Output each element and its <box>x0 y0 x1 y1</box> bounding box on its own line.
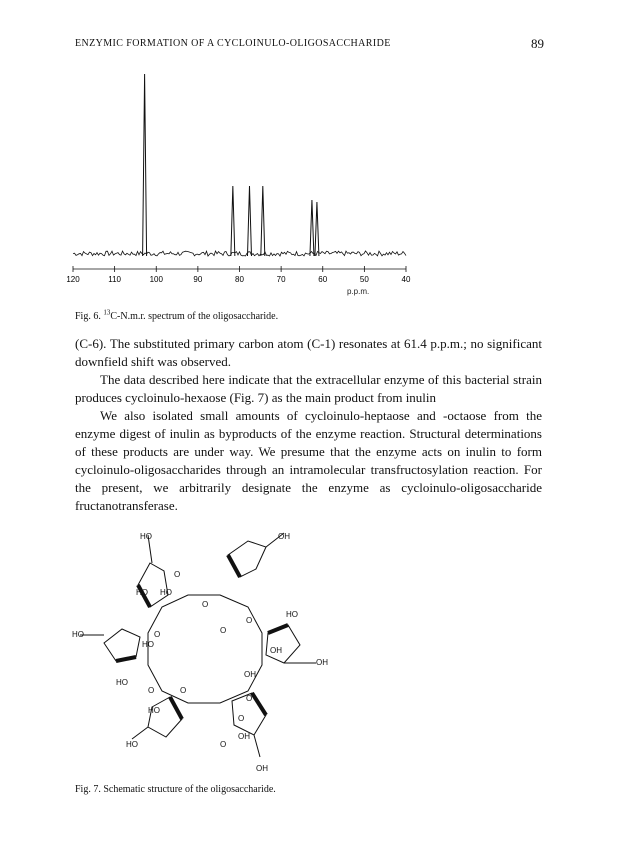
structure-atom-label: OH <box>278 532 290 541</box>
fig6-caption-prefix: Fig. 6. <box>75 311 104 322</box>
fructose-ring-1 <box>138 563 168 607</box>
paragraph-3: We also isolated small amounts of cycloinulo-heptaose and -octaose from the enzyme digest of inulin as byproducts of the enzyme reaction. Structural determinations of these products are under way. We presume that the enzyme acts on inulin to form cycloinulo-oligosaccharides through an intramolecular transfructosylation reaction. For the present, we arbitrarily designate the enzyme as cycloinulo-oligosaccharide fructanotransferase. <box>75 408 542 513</box>
structure-atom-label: HO <box>160 588 172 597</box>
spectrum-peak <box>315 202 319 256</box>
page-number: 89 <box>531 36 544 51</box>
structure-atom-label: HO <box>140 532 152 541</box>
fig6-caption <box>75 308 279 322</box>
structure-atom-label: HO <box>72 630 84 639</box>
structure-atom-label: O <box>154 630 161 639</box>
x-tick-label: 50 <box>359 275 369 284</box>
structure-atom-label: HO <box>148 706 160 715</box>
fig6-caption-sup: 13 <box>103 308 111 317</box>
fructose-ring-2 <box>228 541 266 577</box>
structure-atom-label: HO <box>286 610 298 619</box>
spectrum-peak <box>261 186 265 256</box>
running-head: ENZYMIC FORMATION OF A CYCLOINULO-OLIGOSACCHARIDE <box>75 38 391 49</box>
structure-atom-label: O <box>174 570 181 579</box>
structure-atom-label: OH <box>316 658 328 667</box>
x-axis-unit: p.p.m. <box>347 287 370 296</box>
structure-atom-label: O <box>246 616 253 625</box>
fig7-caption: Fig. 7. Schematic structure of the oligosaccharide. <box>75 784 276 795</box>
spectrum-peak <box>231 186 235 256</box>
x-axis <box>66 266 411 284</box>
fig6-caption-text: C-N.m.r. spectrum of the oligosaccharide. <box>110 311 279 322</box>
x-tick-label: 70 <box>276 275 286 284</box>
structure-atom-label: O <box>220 740 227 749</box>
structure-atom-label: HO <box>126 740 138 749</box>
structure-atom-label: O <box>202 600 209 609</box>
fructose-ring-5 <box>148 697 182 737</box>
spectrum-trace <box>73 74 406 256</box>
spectrum-peak <box>310 200 314 256</box>
paragraph-2: The data described here indicate that the extracellular enzyme of this bacterial strain produces cycloinulo-hexaose (Fig. 7) as the main product from inulin <box>75 372 542 405</box>
structure-atom-label: OH <box>244 670 256 679</box>
paragraph-1: (C-6). The substituted primary carbon atom (C-1) resonates at 61.4 p.p.m.; no significant downfield shift was observed. <box>75 336 542 369</box>
body-text <box>75 335 542 515</box>
structure-atom-label: HO <box>116 678 128 687</box>
x-tick-label: 60 <box>318 275 328 284</box>
cycloinulo-hexaose-structure <box>70 525 370 780</box>
structure-atom-label: OH <box>270 646 282 655</box>
structure-atom-label: HO <box>136 588 148 597</box>
structure-atom-label: HO <box>142 640 154 649</box>
structure-atom-label: OH <box>238 732 250 741</box>
structure-atom-label: O <box>148 686 155 695</box>
structure-atom-label: O <box>180 686 187 695</box>
structure-atom-label: O <box>220 626 227 635</box>
x-tick-label: 120 <box>66 275 80 284</box>
x-tick-label: 80 <box>235 275 244 284</box>
x-tick-label: 110 <box>108 275 122 284</box>
structure-atom-label: O <box>238 714 245 723</box>
structure-atom-label: OH <box>256 764 268 773</box>
x-tick-label: 100 <box>149 275 163 284</box>
structure-atom-label: O <box>246 694 253 703</box>
x-tick-label: 40 <box>401 275 411 284</box>
x-tick-label: 90 <box>193 275 203 284</box>
spectrum-peak <box>247 186 251 256</box>
macrocycle-ring <box>148 595 262 703</box>
nmr-spectrum-figure <box>60 62 440 307</box>
spectrum-peak <box>143 74 147 256</box>
